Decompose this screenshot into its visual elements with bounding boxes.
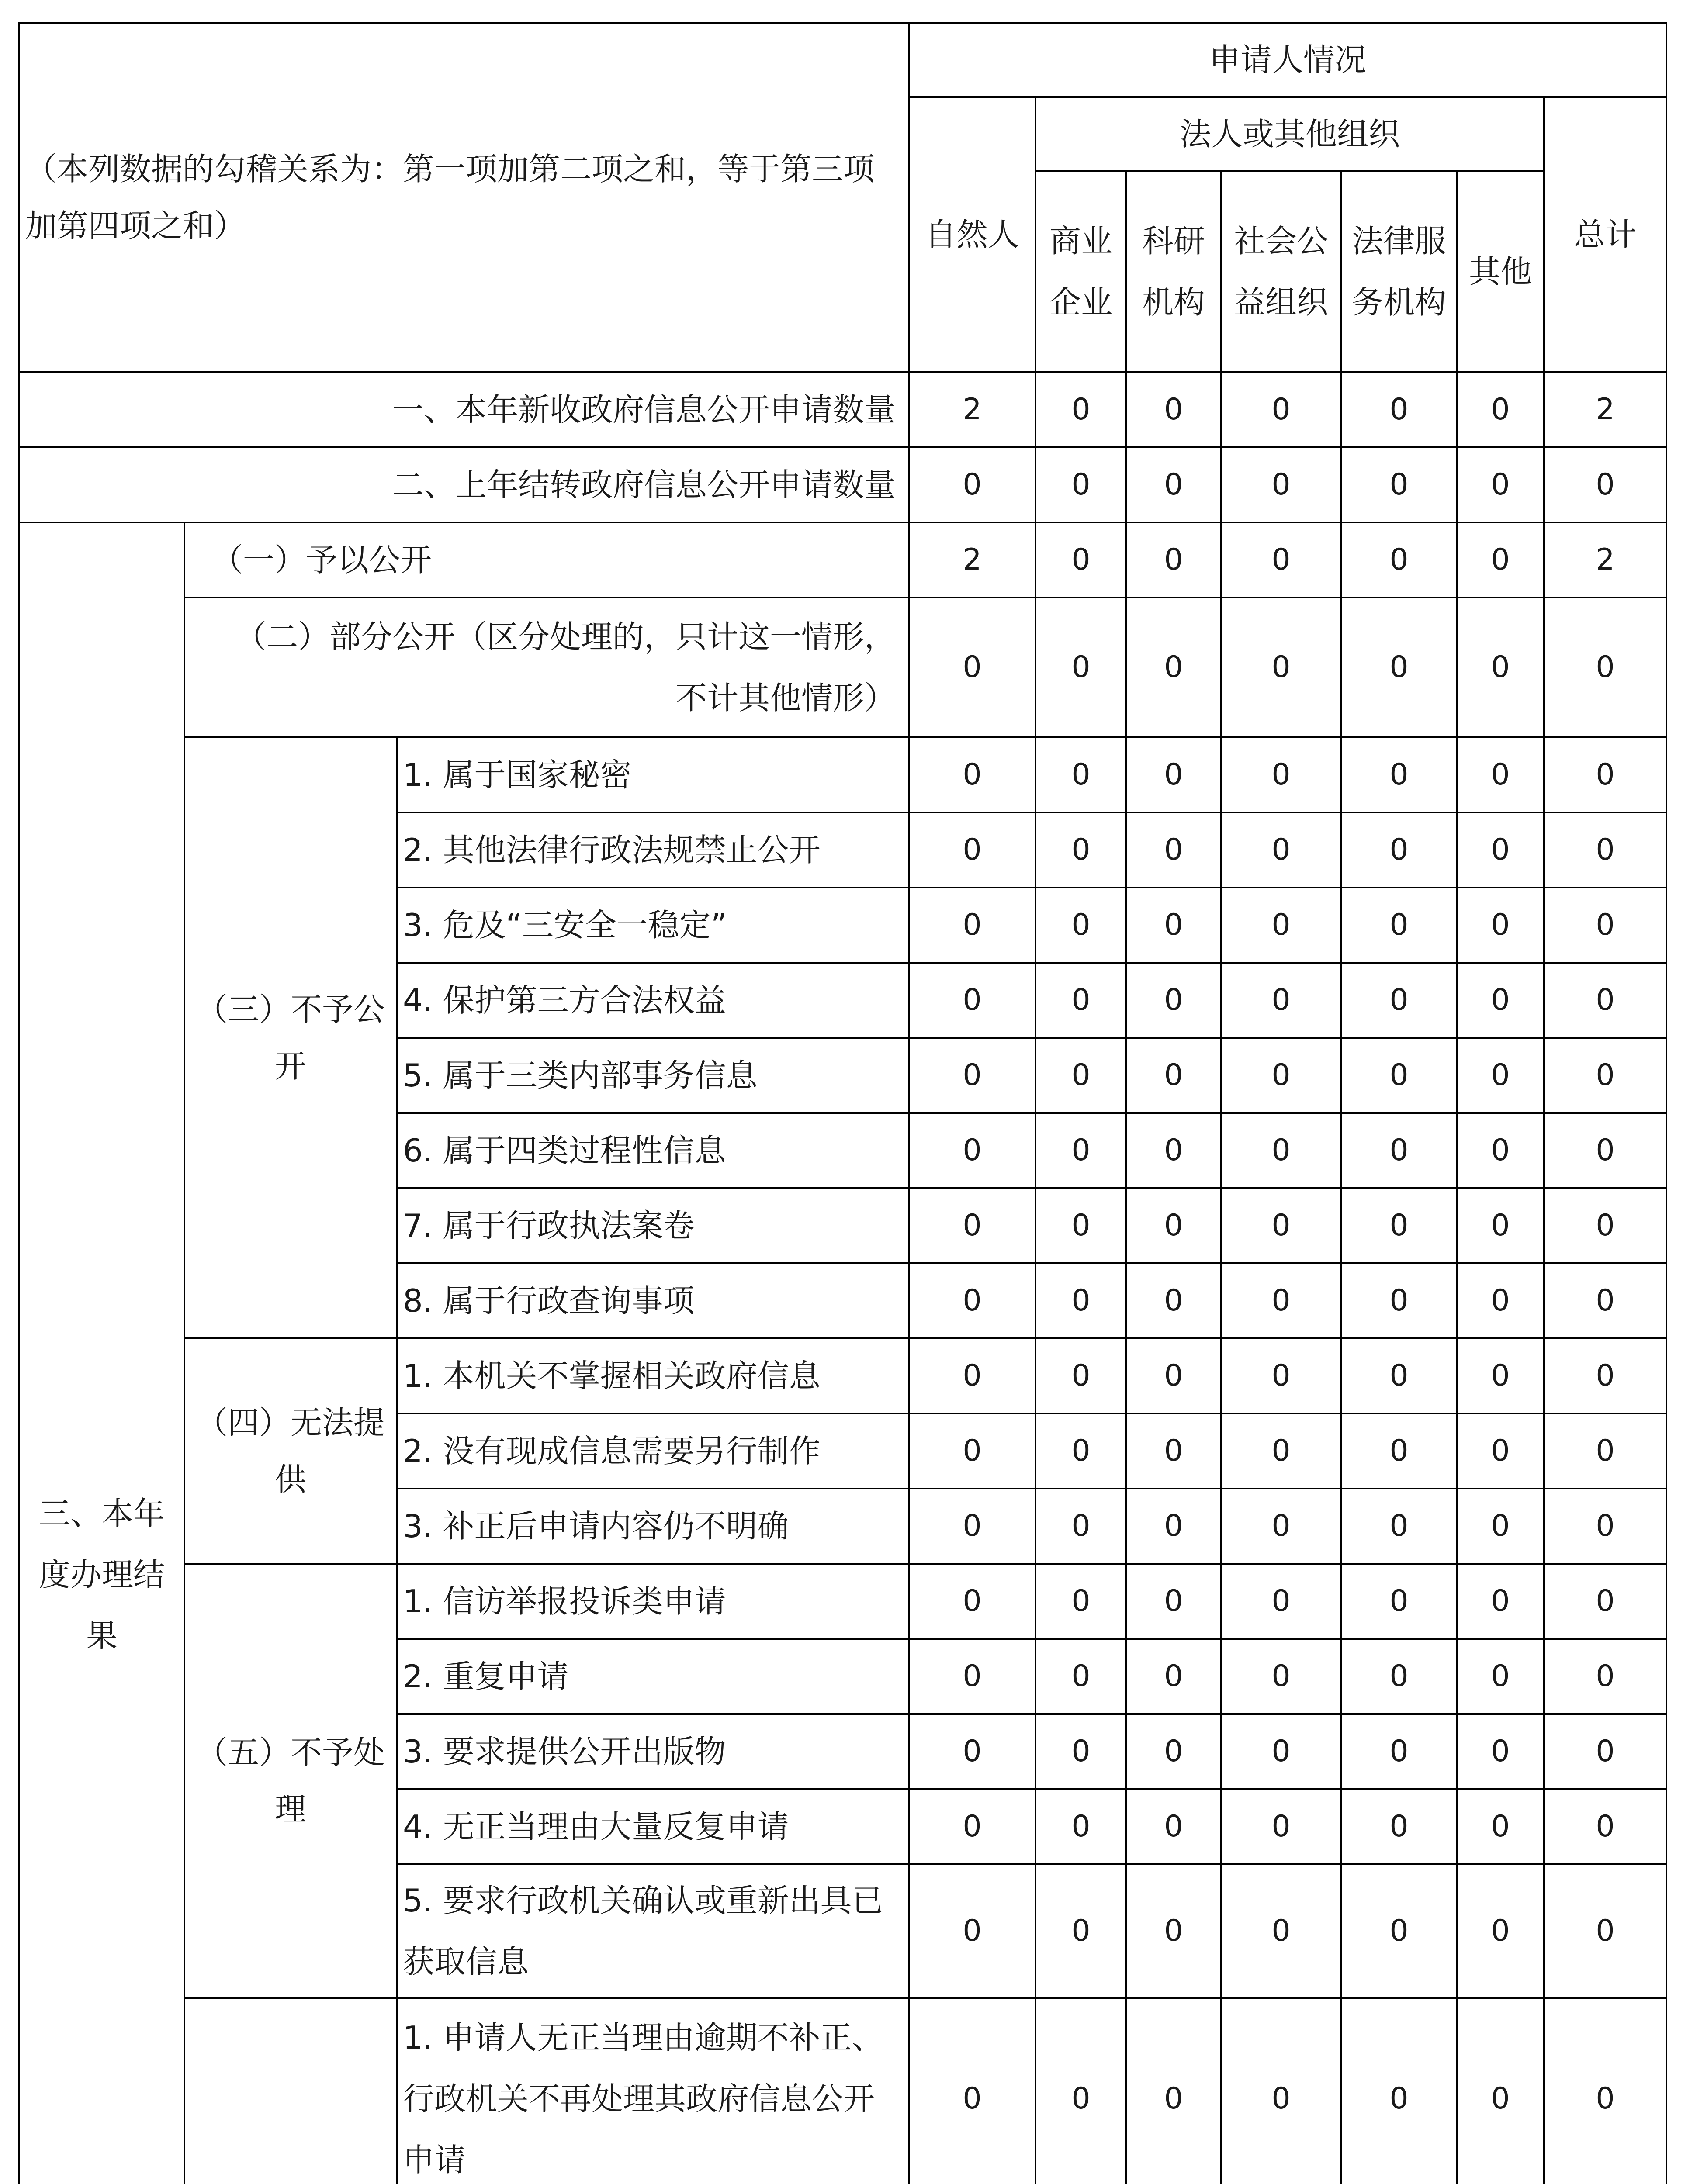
value-cell: 0 (1035, 1639, 1126, 1714)
value-cell: 0 (1457, 598, 1544, 737)
value-cell: 0 (1457, 1338, 1544, 1413)
value-cell: 0 (1457, 812, 1544, 888)
value-cell: 0 (1221, 963, 1341, 1038)
row-label: 3. 要求提供公开出版物 (397, 1714, 909, 1789)
value-cell: 0 (1035, 1489, 1126, 1564)
value-cell: 0 (1221, 888, 1341, 963)
value-cell: 0 (909, 598, 1035, 737)
value-cell: 0 (1544, 888, 1666, 963)
row-label: 1. 本机关不掌握相关政府信息 (397, 1338, 909, 1413)
value-cell: 0 (1126, 737, 1221, 812)
value-cell: 0 (1035, 1413, 1126, 1489)
value-cell: 0 (1544, 737, 1666, 812)
value-cell: 0 (1341, 598, 1457, 737)
row-label: 2. 重复申请 (397, 1639, 909, 1714)
value-cell: 0 (1457, 1263, 1544, 1338)
value-cell: 0 (1341, 1113, 1457, 1188)
value-cell: 0 (1341, 812, 1457, 888)
group-label-unable-to-provide: （四）无法提供 (184, 1338, 397, 1564)
row-label: （一）予以公开 (184, 522, 909, 598)
value-cell: 0 (1221, 1263, 1341, 1338)
value-cell: 0 (909, 1038, 1035, 1113)
value-cell: 0 (1126, 963, 1221, 1038)
legal-service-header: 法律服务机构 (1341, 171, 1457, 372)
value-cell: 0 (1035, 1038, 1126, 1113)
value-cell: 0 (909, 1789, 1035, 1864)
value-cell: 0 (1341, 1263, 1457, 1338)
value-cell: 0 (1221, 372, 1341, 447)
row-label: 2. 没有现成信息需要另行制作 (397, 1413, 909, 1489)
value-cell: 0 (1221, 737, 1341, 812)
value-cell: 0 (909, 1639, 1035, 1714)
other-header: 其他 (1457, 171, 1544, 372)
value-cell: 0 (1035, 1338, 1126, 1413)
value-cell: 0 (1341, 1038, 1457, 1113)
value-cell: 0 (1341, 1413, 1457, 1489)
value-cell: 0 (1341, 372, 1457, 447)
value-cell: 0 (1457, 1188, 1544, 1263)
row-label: 8. 属于行政查询事项 (397, 1263, 909, 1338)
value-cell: 0 (1341, 1639, 1457, 1714)
value-cell: 0 (1035, 1864, 1126, 1998)
table-note: （本列数据的勾稽关系为：第一项加第二项之和，等于第三项加第四项之和） (19, 23, 909, 372)
row-label: 5. 要求行政机关确认或重新出具已获取信息 (397, 1864, 909, 1998)
value-cell: 0 (1035, 1789, 1126, 1864)
value-cell: 0 (1221, 522, 1341, 598)
gov-info-disclosure-table (18, 22, 1667, 2184)
value-cell: 0 (1126, 1188, 1221, 1263)
value-cell: 2 (909, 372, 1035, 447)
value-cell: 0 (909, 888, 1035, 963)
value-cell: 0 (1544, 1564, 1666, 1639)
value-cell: 0 (1341, 1188, 1457, 1263)
value-cell: 0 (1221, 1714, 1341, 1789)
value-cell: 0 (1221, 598, 1341, 737)
value-cell: 0 (1544, 963, 1666, 1038)
value-cell: 0 (1221, 1864, 1341, 1998)
row-label: 1. 属于国家秘密 (397, 737, 909, 812)
value-cell: 0 (1544, 447, 1666, 522)
group-label-other-handling (184, 1998, 397, 2184)
value-cell: 2 (909, 522, 1035, 598)
row-label: 6. 属于四类过程性信息 (397, 1113, 909, 1188)
value-cell: 0 (1035, 1714, 1126, 1789)
value-cell: 0 (1035, 372, 1126, 447)
row-label: 3. 危及“三安全一稳定” (397, 888, 909, 963)
value-cell: 0 (1457, 447, 1544, 522)
research-header: 科研机构 (1126, 171, 1221, 372)
value-cell: 0 (1126, 1263, 1221, 1338)
value-cell: 0 (1221, 1038, 1341, 1113)
value-cell: 0 (909, 812, 1035, 888)
value-cell: 0 (1544, 1714, 1666, 1789)
row-label: 7. 属于行政执法案卷 (397, 1188, 909, 1263)
value-cell: 0 (1457, 372, 1544, 447)
natural-person-header: 自然人 (909, 97, 1035, 372)
value-cell: 0 (1341, 1489, 1457, 1564)
value-cell: 0 (1126, 1338, 1221, 1413)
value-cell: 0 (1126, 1564, 1221, 1639)
value-cell: 0 (1221, 1188, 1341, 1263)
value-cell: 0 (1126, 522, 1221, 598)
value-cell: 0 (909, 1864, 1035, 1998)
value-cell: 0 (1544, 1789, 1666, 1864)
group-label-not-processed: （五）不予处理 (184, 1564, 397, 1998)
value-cell: 0 (1457, 1864, 1544, 1998)
value-cell: 0 (1457, 1489, 1544, 1564)
value-cell: 0 (1544, 1263, 1666, 1338)
value-cell: 0 (1544, 1489, 1666, 1564)
value-cell: 0 (909, 1413, 1035, 1489)
row-label: 1. 申请人无正当理由逾期不补正、行政机关不再处理其政府信息公开申请 (397, 1998, 909, 2184)
value-cell: 0 (1341, 963, 1457, 1038)
value-cell: 0 (1126, 598, 1221, 737)
value-cell: 0 (909, 737, 1035, 812)
value-cell: 0 (1221, 1998, 1341, 2184)
value-cell: 0 (1341, 1998, 1457, 2184)
value-cell: 0 (1544, 812, 1666, 888)
value-cell: 0 (1341, 1789, 1457, 1864)
value-cell: 0 (1221, 1789, 1341, 1864)
value-cell: 0 (1035, 963, 1126, 1038)
value-cell: 0 (1126, 1639, 1221, 1714)
value-cell: 0 (1544, 1188, 1666, 1263)
value-cell: 0 (1544, 1038, 1666, 1113)
value-cell: 0 (1341, 447, 1457, 522)
value-cell: 0 (1457, 1998, 1544, 2184)
value-cell: 0 (1035, 447, 1126, 522)
value-cell: 0 (1221, 447, 1341, 522)
value-cell: 0 (1457, 1113, 1544, 1188)
value-cell: 0 (909, 1489, 1035, 1564)
value-cell: 2 (1544, 522, 1666, 598)
row-label: 5. 属于三类内部事务信息 (397, 1038, 909, 1113)
value-cell: 0 (909, 1338, 1035, 1413)
row-label: 4. 无正当理由大量反复申请 (397, 1789, 909, 1864)
value-cell: 0 (1341, 1864, 1457, 1998)
value-cell: 0 (1221, 1489, 1341, 1564)
applicant-situation-header: 申请人情况 (909, 23, 1666, 97)
group-label-not-disclosed: （三）不予公开 (184, 737, 397, 1338)
value-cell: 0 (1457, 888, 1544, 963)
value-cell: 0 (1126, 447, 1221, 522)
value-cell: 0 (1457, 1639, 1544, 1714)
value-cell: 0 (1035, 1564, 1126, 1639)
value-cell: 0 (1035, 1113, 1126, 1188)
value-cell: 0 (1035, 812, 1126, 888)
value-cell: 0 (1457, 1714, 1544, 1789)
value-cell: 0 (1544, 598, 1666, 737)
value-cell: 0 (1341, 1714, 1457, 1789)
value-cell: 0 (1126, 1789, 1221, 1864)
value-cell: 0 (1221, 1639, 1341, 1714)
value-cell: 0 (1126, 1489, 1221, 1564)
value-cell: 0 (1221, 1113, 1341, 1188)
value-cell: 0 (909, 447, 1035, 522)
value-cell: 0 (1035, 737, 1126, 812)
value-cell: 0 (909, 963, 1035, 1038)
value-cell: 0 (1126, 1113, 1221, 1188)
value-cell: 0 (909, 1564, 1035, 1639)
value-cell: 0 (1035, 1263, 1126, 1338)
value-cell: 0 (1341, 522, 1457, 598)
value-cell: 0 (1221, 812, 1341, 888)
value-cell: 0 (1544, 1998, 1666, 2184)
value-cell: 0 (1126, 812, 1221, 888)
value-cell: 0 (1341, 888, 1457, 963)
row-label: 二、上年结转政府信息公开申请数量 (19, 447, 909, 522)
value-cell: 0 (1126, 1998, 1221, 2184)
row-label: 2. 其他法律行政法规禁止公开 (397, 812, 909, 888)
row-label: 一、本年新收政府信息公开申请数量 (19, 372, 909, 447)
section-three-label: 三、本年度办理结果 (19, 522, 184, 2184)
value-cell: 0 (1126, 888, 1221, 963)
value-cell: 0 (1221, 1338, 1341, 1413)
total-header: 总计 (1544, 97, 1666, 372)
value-cell: 0 (1544, 1413, 1666, 1489)
row-label: 1. 信访举报投诉类申请 (397, 1564, 909, 1639)
legal-entities-header: 法人或其他组织 (1035, 97, 1544, 171)
value-cell: 0 (1126, 372, 1221, 447)
commercial-header: 商业企业 (1035, 171, 1126, 372)
value-cell: 0 (1457, 1038, 1544, 1113)
value-cell: 0 (1457, 1789, 1544, 1864)
value-cell: 0 (1544, 1113, 1666, 1188)
value-cell: 0 (1457, 1413, 1544, 1489)
value-cell: 0 (909, 1263, 1035, 1338)
value-cell: 0 (1035, 1188, 1126, 1263)
value-cell: 0 (1457, 737, 1544, 812)
value-cell: 0 (1126, 1038, 1221, 1113)
value-cell: 0 (1544, 1639, 1666, 1714)
row-label: （二）部分公开（区分处理的，只计这一情形，不计其他情形） (184, 598, 909, 737)
value-cell: 0 (909, 1113, 1035, 1188)
value-cell: 0 (1457, 963, 1544, 1038)
value-cell: 0 (1341, 1564, 1457, 1639)
value-cell: 0 (1126, 1864, 1221, 1998)
row-label: 3. 补正后申请内容仍不明确 (397, 1489, 909, 1564)
value-cell: 0 (1035, 1998, 1126, 2184)
value-cell: 0 (1457, 1564, 1544, 1639)
value-cell: 0 (1221, 1413, 1341, 1489)
value-cell: 0 (1341, 1338, 1457, 1413)
value-cell: 0 (1035, 888, 1126, 963)
value-cell: 0 (1126, 1714, 1221, 1789)
value-cell: 0 (1544, 1864, 1666, 1998)
value-cell: 2 (1544, 372, 1666, 447)
value-cell: 0 (1544, 1338, 1666, 1413)
value-cell: 0 (909, 1714, 1035, 1789)
value-cell: 0 (1126, 1413, 1221, 1489)
social-header: 社会公益组织 (1221, 171, 1341, 372)
value-cell: 0 (1341, 737, 1457, 812)
value-cell: 0 (909, 1998, 1035, 2184)
row-label: 4. 保护第三方合法权益 (397, 963, 909, 1038)
value-cell: 0 (909, 1188, 1035, 1263)
value-cell: 0 (1221, 1564, 1341, 1639)
value-cell: 0 (1035, 522, 1126, 598)
value-cell: 0 (1035, 598, 1126, 737)
value-cell: 0 (1457, 522, 1544, 598)
